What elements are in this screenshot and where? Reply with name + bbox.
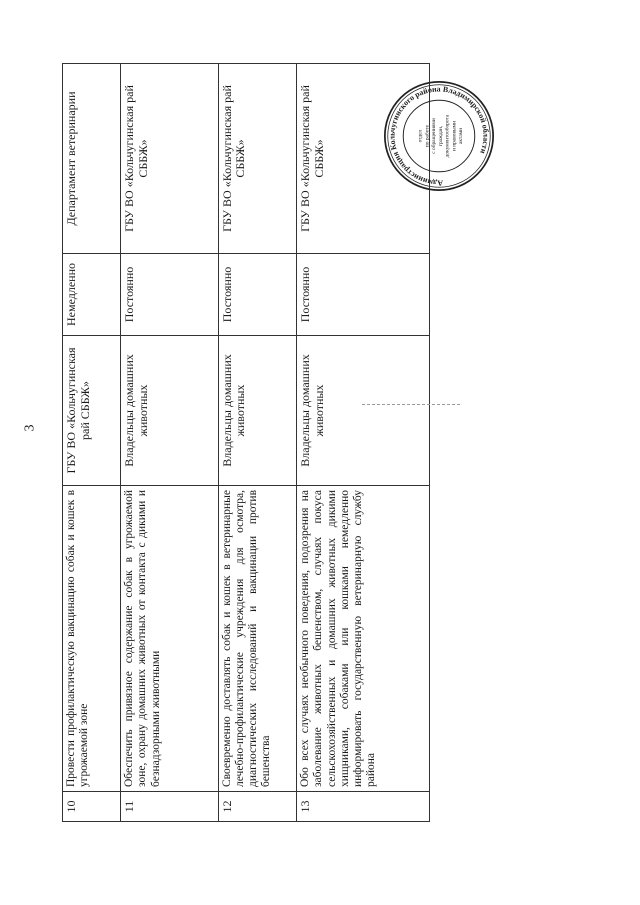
table-row xyxy=(121,64,218,822)
svg-text:актами: актами xyxy=(458,127,465,145)
svg-text:и правовыми: и правовыми xyxy=(451,121,458,151)
svg-text:граждан,: граждан, xyxy=(437,125,444,147)
responsible-cell: ГБУ ВО «Кольчугинская рай СББЖ» xyxy=(297,64,430,254)
row-number: 10 xyxy=(63,792,121,822)
executor-cell: Владельцы домашних животных xyxy=(297,336,430,486)
executor-cell: ГБУ ВО «Кольчугинская рай СББЖ» xyxy=(63,336,121,486)
official-seal-stamp xyxy=(380,78,498,194)
svg-text:документооборота: документооборота xyxy=(444,114,451,158)
seal-ring-text: Администрация Кольчугинского района Владимирской области xyxy=(387,84,491,188)
measures-table xyxy=(62,64,430,822)
term-cell: Постоянно xyxy=(297,254,430,336)
table-row xyxy=(218,64,296,822)
scan-artifact-line xyxy=(362,404,460,405)
page-number: 3 xyxy=(22,424,38,432)
term-cell: Немедленно xyxy=(63,254,121,336)
row-number: 11 xyxy=(121,792,218,822)
task-cell: Провести профилактическую вакцинацию собак и кошек в угрожаемой зоне xyxy=(63,486,121,792)
executor-cell: Владельцы домашних животных xyxy=(121,336,218,486)
svg-text:по работе: по работе xyxy=(424,124,431,148)
executor-cell: Владельцы домашних животных xyxy=(218,336,296,486)
responsible-cell: ГБУ ВО «Кольчугинская рай СББЖ» xyxy=(218,64,296,254)
row-number: 12 xyxy=(218,792,296,822)
responsible-cell: Департамент ветеринарии xyxy=(63,64,121,254)
svg-text:с обращениями: с обращениями xyxy=(431,118,438,154)
task-cell: Обеспечить привязное содержание собак в угрожаемой зоне, охрану домашних животных от контакта с дикими и безнадзорными животными xyxy=(121,486,218,792)
svg-text:отдел: отдел xyxy=(417,129,424,143)
responsible-cell: ГБУ ВО «Кольчугинская рай СББЖ» xyxy=(121,64,218,254)
term-cell: Постоянно xyxy=(218,254,296,336)
row-number: 13 xyxy=(297,792,430,822)
term-cell: Постоянно xyxy=(121,254,218,336)
table-row xyxy=(63,64,121,822)
task-cell: Своевременно доставлять собак и кошек в ветеринарные лечебно-профилактические учреждения для осмотра, диагностических исследований и вакцинации против бешенства xyxy=(218,486,296,792)
task-cell: Обо всех случаях необычного поведения, подозрения на заболевание животных бешенством, случаях покуса сельскохозяйственных и домашних животных дикими хищниками, собаками или кошками немедленно информировать государственную ветеринарную службу района xyxy=(297,486,430,792)
